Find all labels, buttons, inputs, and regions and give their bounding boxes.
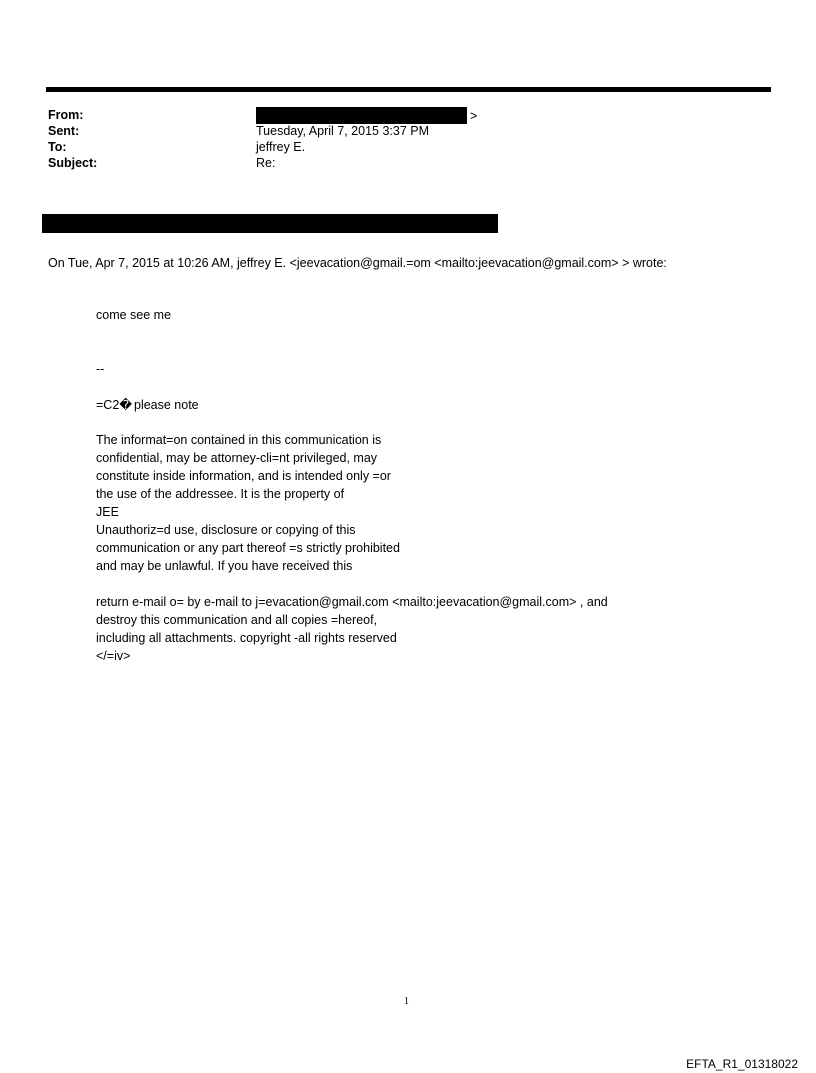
from-value	[256, 107, 477, 124]
disclaimer-line: confidential, may be attorney-cli=nt privileged, may	[96, 451, 378, 465]
from-suffix: >	[470, 109, 478, 123]
to-row	[48, 139, 608, 155]
disclaimer-line: communication or any part thereof =s strictly prohibited	[96, 541, 400, 555]
sent-label: Sent:	[48, 124, 80, 138]
disclaimer-line: The informat=on contained in this communication is	[96, 433, 382, 447]
note-text: please note	[134, 398, 199, 412]
closing	[96, 593, 736, 665]
disclaimer-line: the use of the addressee. It is the property of	[96, 487, 345, 501]
disclaimer-line: JEE	[96, 505, 119, 519]
closing-line: including all attachments. copyright -all rights reserved	[96, 631, 397, 645]
to-value: jeffrey E.	[256, 140, 306, 154]
page-number: 1	[404, 996, 409, 1007]
sent-row	[48, 123, 608, 139]
disclaimer-line: and may be unlawful. If you have received this	[96, 559, 353, 573]
note-prefix: =C2�	[96, 398, 133, 412]
disclaimer	[96, 431, 736, 575]
message-text: come see me	[96, 308, 172, 322]
redaction-bar	[42, 214, 498, 233]
disclaimer-line: constitute inside information, and is intended only =or	[96, 469, 391, 483]
subject-row	[48, 155, 608, 171]
redaction-box	[256, 107, 467, 124]
quote-intro: On Tue, Apr 7, 2015 at 10:26 AM, jeffrey E. <jeevacation@gmail.=om <mailto:jeevacation@gmail.com> > wrote:	[48, 256, 667, 270]
separator-text: --	[96, 362, 105, 376]
from-row	[48, 107, 608, 123]
closing-line: destroy this communication and all copies =hereof,	[96, 613, 378, 627]
message-body	[96, 306, 736, 324]
to-label: To:	[48, 140, 67, 154]
subject-label: Subject:	[48, 156, 98, 170]
header-rule	[46, 87, 771, 92]
closing-line: return e-mail o= by e-mail to j=evacation@gmail.com <mailto:jeevacation@gmail.com> , and	[96, 595, 608, 609]
from-label: From:	[48, 108, 84, 122]
note-line	[96, 396, 736, 414]
document-id: EFTA_R1_01318022	[686, 1057, 798, 1071]
disclaimer-line: Unauthoriz=d use, disclosure or copying of this	[96, 523, 356, 537]
sent-value: Tuesday, April 7, 2015 3:37 PM	[256, 124, 430, 138]
closing-line: </=iv>	[96, 649, 131, 663]
email-header	[48, 107, 608, 171]
subject-value: Re:	[256, 156, 276, 170]
signature-separator	[96, 360, 736, 378]
